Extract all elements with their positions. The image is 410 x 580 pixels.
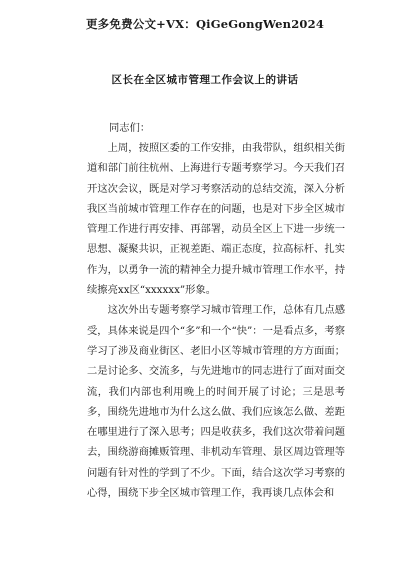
paragraph: 上周，按照区委的工作安排，由我带队，组织相关街道和部门前往杭州、上海进行专题考察学习。今天我们召开这次会议，既是对学习考察活动的总结交流，深入分析我区当前城市管理工作存在的问题，也是对下步全区城市管理工作进行再安排、再部署，动员全区上下进一步统一思想、凝聚共识，正视差距、端正态度，拉高标杆、扎实作为，以勇争一流的精神全力提升城市管理工作水平，持续擦亮xx区“xxxxxx”形象。 [87, 142, 345, 297]
document-title: 区长在全区城市管理工作会议上的讲话 [111, 74, 299, 86]
document-body [87, 118, 345, 503]
promo-header: 更多免费公文+VX：QiGeGongWen2024 [85, 17, 325, 31]
salutation: 同志们： [109, 122, 151, 134]
paragraph: 这次外出专题考察学习城市管理工作，总体有几点感受，具体来说是四个“多”和一个“快”：一是看点多，考察学习了涉及商业街区、老旧小区等城市管理的方方面面；二是讨论多、交流多，与先进地市的同志进行了面对面交流，我们内部也利用晚上的时间开展了讨论；三是思考多，围绕先进地市为什么这么做、我们应该怎么做、差距在哪里进行了深入思考；四是收获多，我们这次带着问题去，围绕游商摊贩管理、非机动车管理、景区周边管理等问题有针对性的学到了不少。下面，结合这次学习考察的心得，围绕下步全区城市管理工作，我再谈几点体会和 [87, 304, 345, 500]
